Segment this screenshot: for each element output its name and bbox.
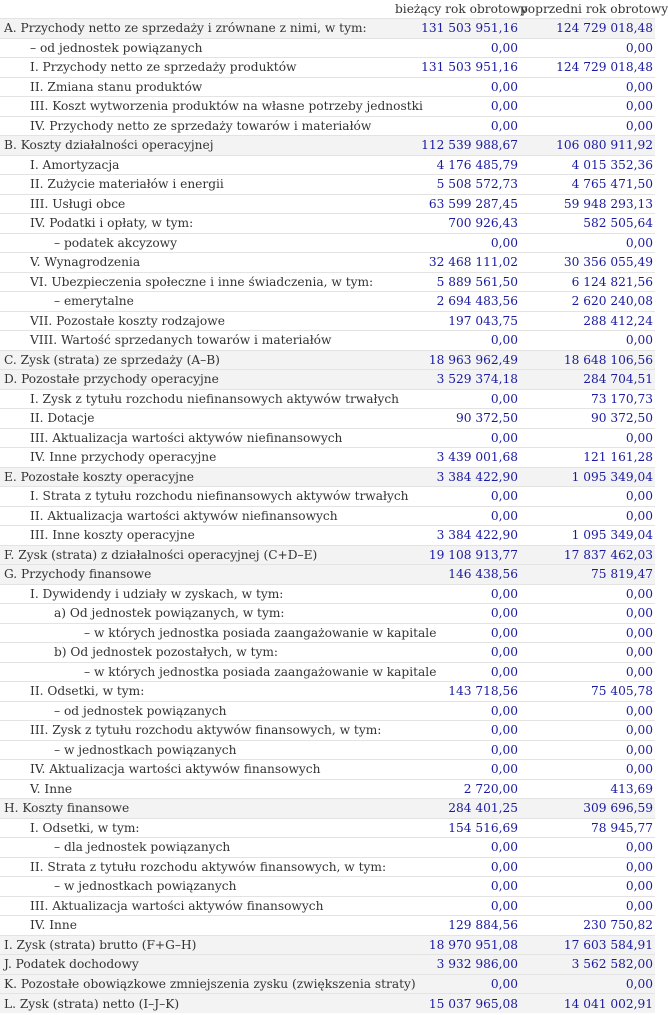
row-current-value: 143 718,56 [395,682,520,702]
row-label: a) Od jednostek powiązanych, w tym: [0,604,395,624]
table-row [0,662,655,682]
row-previous-value: 0,00 [520,487,655,507]
row-current-value: 19 108 913,77 [395,545,520,565]
row-previous-value: 288 412,24 [520,311,655,331]
row-previous-value: 18 648 106,56 [520,350,655,370]
row-current-value: 3 384 422,90 [395,467,520,487]
row-previous-value: 17 603 584,91 [520,935,655,955]
row-current-value: 0,00 [395,896,520,916]
table-row [0,214,655,234]
row-label: I. Przychody netto ze sprzedaży produktów [0,58,395,78]
row-label: IV. Inne [0,916,395,936]
row-previous-value: 30 356 055,49 [520,253,655,273]
row-label: II. Zmiana stanu produktów [0,77,395,97]
table-row [0,487,655,507]
row-label: – podatek akcyzowy [0,233,395,253]
row-current-value: 0,00 [395,233,520,253]
row-label: II. Dotacje [0,409,395,429]
row-current-value: 154 516,69 [395,818,520,838]
row-current-value: 32 468 111,02 [395,253,520,273]
row-label: – od jednostek powiązanych [0,701,395,721]
table-row [0,877,655,897]
row-label: H. Koszty finansowe [0,799,395,819]
table-row [0,799,655,819]
row-current-value: 0,00 [395,604,520,624]
row-current-value: 18 963 962,49 [395,350,520,370]
row-label: G. Przychody finansowe [0,565,395,585]
header-label-spacer [0,0,395,19]
table-row [0,350,655,370]
table-row [0,526,655,546]
row-label: B. Koszty działalności operacyjnej [0,136,395,156]
table-row [0,584,655,604]
row-current-value: 0,00 [395,428,520,448]
row-label: – emerytalne [0,292,395,312]
row-previous-value: 0,00 [520,701,655,721]
row-label: III. Zysk z tytułu rozchodu aktywów finansowych, w tym: [0,721,395,741]
row-previous-value: 0,00 [520,643,655,663]
row-previous-value: 0,00 [520,604,655,624]
table-row [0,740,655,760]
row-label: b) Od jednostek pozostałych, w tym: [0,643,395,663]
row-previous-value: 0,00 [520,857,655,877]
table-row [0,955,655,975]
table-row [0,760,655,780]
table-row [0,97,655,117]
row-previous-value: 14 041 002,91 [520,994,655,1014]
row-current-value: 0,00 [395,116,520,136]
table-row [0,838,655,858]
row-current-value: 0,00 [395,389,520,409]
table-row [0,116,655,136]
row-previous-value: 0,00 [520,38,655,58]
row-label: I. Odsetki, w tym: [0,818,395,838]
row-label: VIII. Wartość sprzedanych towarów i materiałów [0,331,395,351]
row-current-value: 0,00 [395,721,520,741]
row-current-value: 5 889 561,50 [395,272,520,292]
table-row [0,604,655,624]
row-previous-value: 6 124 821,56 [520,272,655,292]
row-label: – w jednostkach powiązanych [0,877,395,897]
row-label: E. Pozostałe koszty operacyjne [0,467,395,487]
row-previous-value: 73 170,73 [520,389,655,409]
row-label: I. Amortyzacja [0,155,395,175]
row-previous-value: 0,00 [520,623,655,643]
row-label: – w których jednostka posiada zaangażowanie w kapitale [0,662,395,682]
table-row [0,623,655,643]
row-current-value: 131 503 951,16 [395,19,520,39]
table-row [0,935,655,955]
row-label: III. Aktualizacja wartości aktywów niefinansowych [0,428,395,448]
row-label: I. Zysk z tytułu rozchodu niefinansowych aktywów trwałych [0,389,395,409]
row-label: VI. Ubezpieczenia społeczne i inne świadczenia, w tym: [0,272,395,292]
table-row [0,565,655,585]
table-row [0,916,655,936]
row-current-value: 0,00 [395,701,520,721]
row-previous-value: 284 704,51 [520,370,655,390]
row-previous-value: 124 729 018,48 [520,58,655,78]
table-row [0,311,655,331]
table-row [0,38,655,58]
row-previous-value: 124 729 018,48 [520,19,655,39]
row-label: II. Strata z tytułu rozchodu aktywów finansowych, w tym: [0,857,395,877]
row-current-value: 63 599 287,45 [395,194,520,214]
row-label: III. Aktualizacja wartości aktywów finansowych [0,896,395,916]
table-row [0,272,655,292]
row-previous-value: 0,00 [520,233,655,253]
row-label: – w jednostkach powiązanych [0,740,395,760]
row-current-value: 15 037 965,08 [395,994,520,1014]
table-row [0,857,655,877]
row-previous-value: 582 505,64 [520,214,655,234]
header-current-year: bieżący rok obrotowy [395,2,528,16]
row-label: – dla jednostek powiązanych [0,838,395,858]
table-row [0,721,655,741]
row-current-value: 90 372,50 [395,409,520,429]
row-current-value: 146 438,56 [395,565,520,585]
row-label: V. Wynagrodzenia [0,253,395,273]
row-previous-value: 0,00 [520,974,655,994]
row-current-value: 0,00 [395,643,520,663]
row-previous-value: 1 095 349,04 [520,467,655,487]
row-previous-value: 75 405,78 [520,682,655,702]
row-current-value: 0,00 [395,838,520,858]
row-previous-value: 1 095 349,04 [520,526,655,546]
row-previous-value: 0,00 [520,896,655,916]
row-previous-value: 4 015 352,36 [520,155,655,175]
row-previous-value: 0,00 [520,584,655,604]
row-label: VII. Pozostałe koszty rodzajowe [0,311,395,331]
row-label: – w których jednostka posiada zaangażowanie w kapitale [0,623,395,643]
header-previous-year: poprzedni rok obrotowy [520,2,668,16]
row-previous-value: 121 161,28 [520,448,655,468]
row-label: III. Usługi obce [0,194,395,214]
table-row [0,136,655,156]
row-previous-value: 413,69 [520,779,655,799]
row-current-value: 3 529 374,18 [395,370,520,390]
row-previous-value: 0,00 [520,506,655,526]
row-current-value: 0,00 [395,740,520,760]
table-row [0,58,655,78]
row-current-value: 5 508 572,73 [395,175,520,195]
row-current-value: 0,00 [395,97,520,117]
table-row [0,253,655,273]
row-label: F. Zysk (strata) z działalności operacyjnej (C+D–E) [0,545,395,565]
row-current-value: 3 384 422,90 [395,526,520,546]
table-row [0,77,655,97]
row-label: A. Przychody netto ze sprzedaży i zrównane z nimi, w tym: [0,19,395,39]
row-label: II. Odsetki, w tym: [0,682,395,702]
row-label: III. Koszt wytworzenia produktów na własne potrzeby jednostki [0,97,395,117]
row-current-value: 0,00 [395,877,520,897]
row-previous-value: 0,00 [520,428,655,448]
table-row [0,818,655,838]
row-label: J. Podatek dochodowy [0,955,395,975]
row-current-value: 0,00 [395,760,520,780]
row-previous-value: 17 837 462,03 [520,545,655,565]
row-label: I. Dywidendy i udziały w zyskach, w tym: [0,584,395,604]
row-previous-value: 0,00 [520,760,655,780]
row-previous-value: 0,00 [520,838,655,858]
table-row [0,448,655,468]
table-row [0,331,655,351]
row-label: III. Inne koszty operacyjne [0,526,395,546]
row-label: I. Strata z tytułu rozchodu niefinansowych aktywów trwałych [0,487,395,507]
row-current-value: 2 694 483,56 [395,292,520,312]
row-label: IV. Inne przychody operacyjne [0,448,395,468]
table-row [0,896,655,916]
row-current-value: 129 884,56 [395,916,520,936]
row-label: V. Inne [0,779,395,799]
table-row [0,428,655,448]
table-row [0,155,655,175]
row-previous-value: 0,00 [520,331,655,351]
row-current-value: 700 926,43 [395,214,520,234]
row-previous-value: 0,00 [520,740,655,760]
row-previous-value: 0,00 [520,116,655,136]
table-row [0,974,655,994]
table-row [0,506,655,526]
table-row [0,467,655,487]
row-label: I. Zysk (strata) brutto (F+G–H) [0,935,395,955]
row-current-value: 3 439 001,68 [395,448,520,468]
row-previous-value: 309 696,59 [520,799,655,819]
table-row [0,994,655,1014]
row-current-value: 18 970 951,08 [395,935,520,955]
row-label: II. Zużycie materiałów i energii [0,175,395,195]
table-row [0,194,655,214]
row-current-value: 0,00 [395,974,520,994]
row-previous-value: 0,00 [520,97,655,117]
row-label: K. Pozostałe obowiązkowe zmniejszenia zysku (zwiększenia straty) [0,974,395,994]
row-current-value: 0,00 [395,584,520,604]
row-current-value: 284 401,25 [395,799,520,819]
row-label: IV. Aktualizacja wartości aktywów finansowych [0,760,395,780]
table-row [0,292,655,312]
row-label: L. Zysk (strata) netto (I–J–K) [0,994,395,1014]
row-current-value: 4 176 485,79 [395,155,520,175]
row-previous-value: 0,00 [520,662,655,682]
table-row [0,409,655,429]
row-previous-value: 90 372,50 [520,409,655,429]
row-previous-value: 0,00 [520,77,655,97]
header-row [0,0,655,19]
row-previous-value: 0,00 [520,877,655,897]
row-label: II. Aktualizacja wartości aktywów niefinansowych [0,506,395,526]
table-row [0,389,655,409]
row-previous-value: 3 562 582,00 [520,955,655,975]
row-label: IV. Przychody netto ze sprzedaży towarów i materiałów [0,116,395,136]
row-previous-value: 4 765 471,50 [520,175,655,195]
table-row [0,779,655,799]
row-previous-value: 78 945,77 [520,818,655,838]
row-previous-value: 0,00 [520,721,655,741]
row-current-value: 0,00 [395,623,520,643]
row-label: – od jednostek powiązanych [0,38,395,58]
table-body [0,19,655,1014]
table-row [0,175,655,195]
table-row [0,643,655,663]
row-current-value: 0,00 [395,77,520,97]
row-previous-value: 75 819,47 [520,565,655,585]
row-previous-value: 59 948 293,13 [520,194,655,214]
row-current-value: 0,00 [395,857,520,877]
row-previous-value: 2 620 240,08 [520,292,655,312]
row-current-value: 131 503 951,16 [395,58,520,78]
table-row [0,233,655,253]
row-current-value: 2 720,00 [395,779,520,799]
row-previous-value: 106 080 911,92 [520,136,655,156]
row-current-value: 0,00 [395,38,520,58]
row-label: IV. Podatki i opłaty, w tym: [0,214,395,234]
row-label: C. Zysk (strata) ze sprzedaży (A–B) [0,350,395,370]
row-current-value: 0,00 [395,331,520,351]
row-label: D. Pozostałe przychody operacyjne [0,370,395,390]
table-row [0,19,655,39]
table-row [0,370,655,390]
table-row [0,545,655,565]
row-current-value: 3 932 986,00 [395,955,520,975]
table-header [0,0,668,19]
row-current-value: 0,00 [395,506,520,526]
table-row [0,682,655,702]
row-previous-value: 230 750,82 [520,916,655,936]
row-current-value: 112 539 988,67 [395,136,520,156]
row-current-value: 0,00 [395,487,520,507]
row-current-value: 0,00 [395,662,520,682]
row-current-value: 197 043,75 [395,311,520,331]
table-row [0,701,655,721]
